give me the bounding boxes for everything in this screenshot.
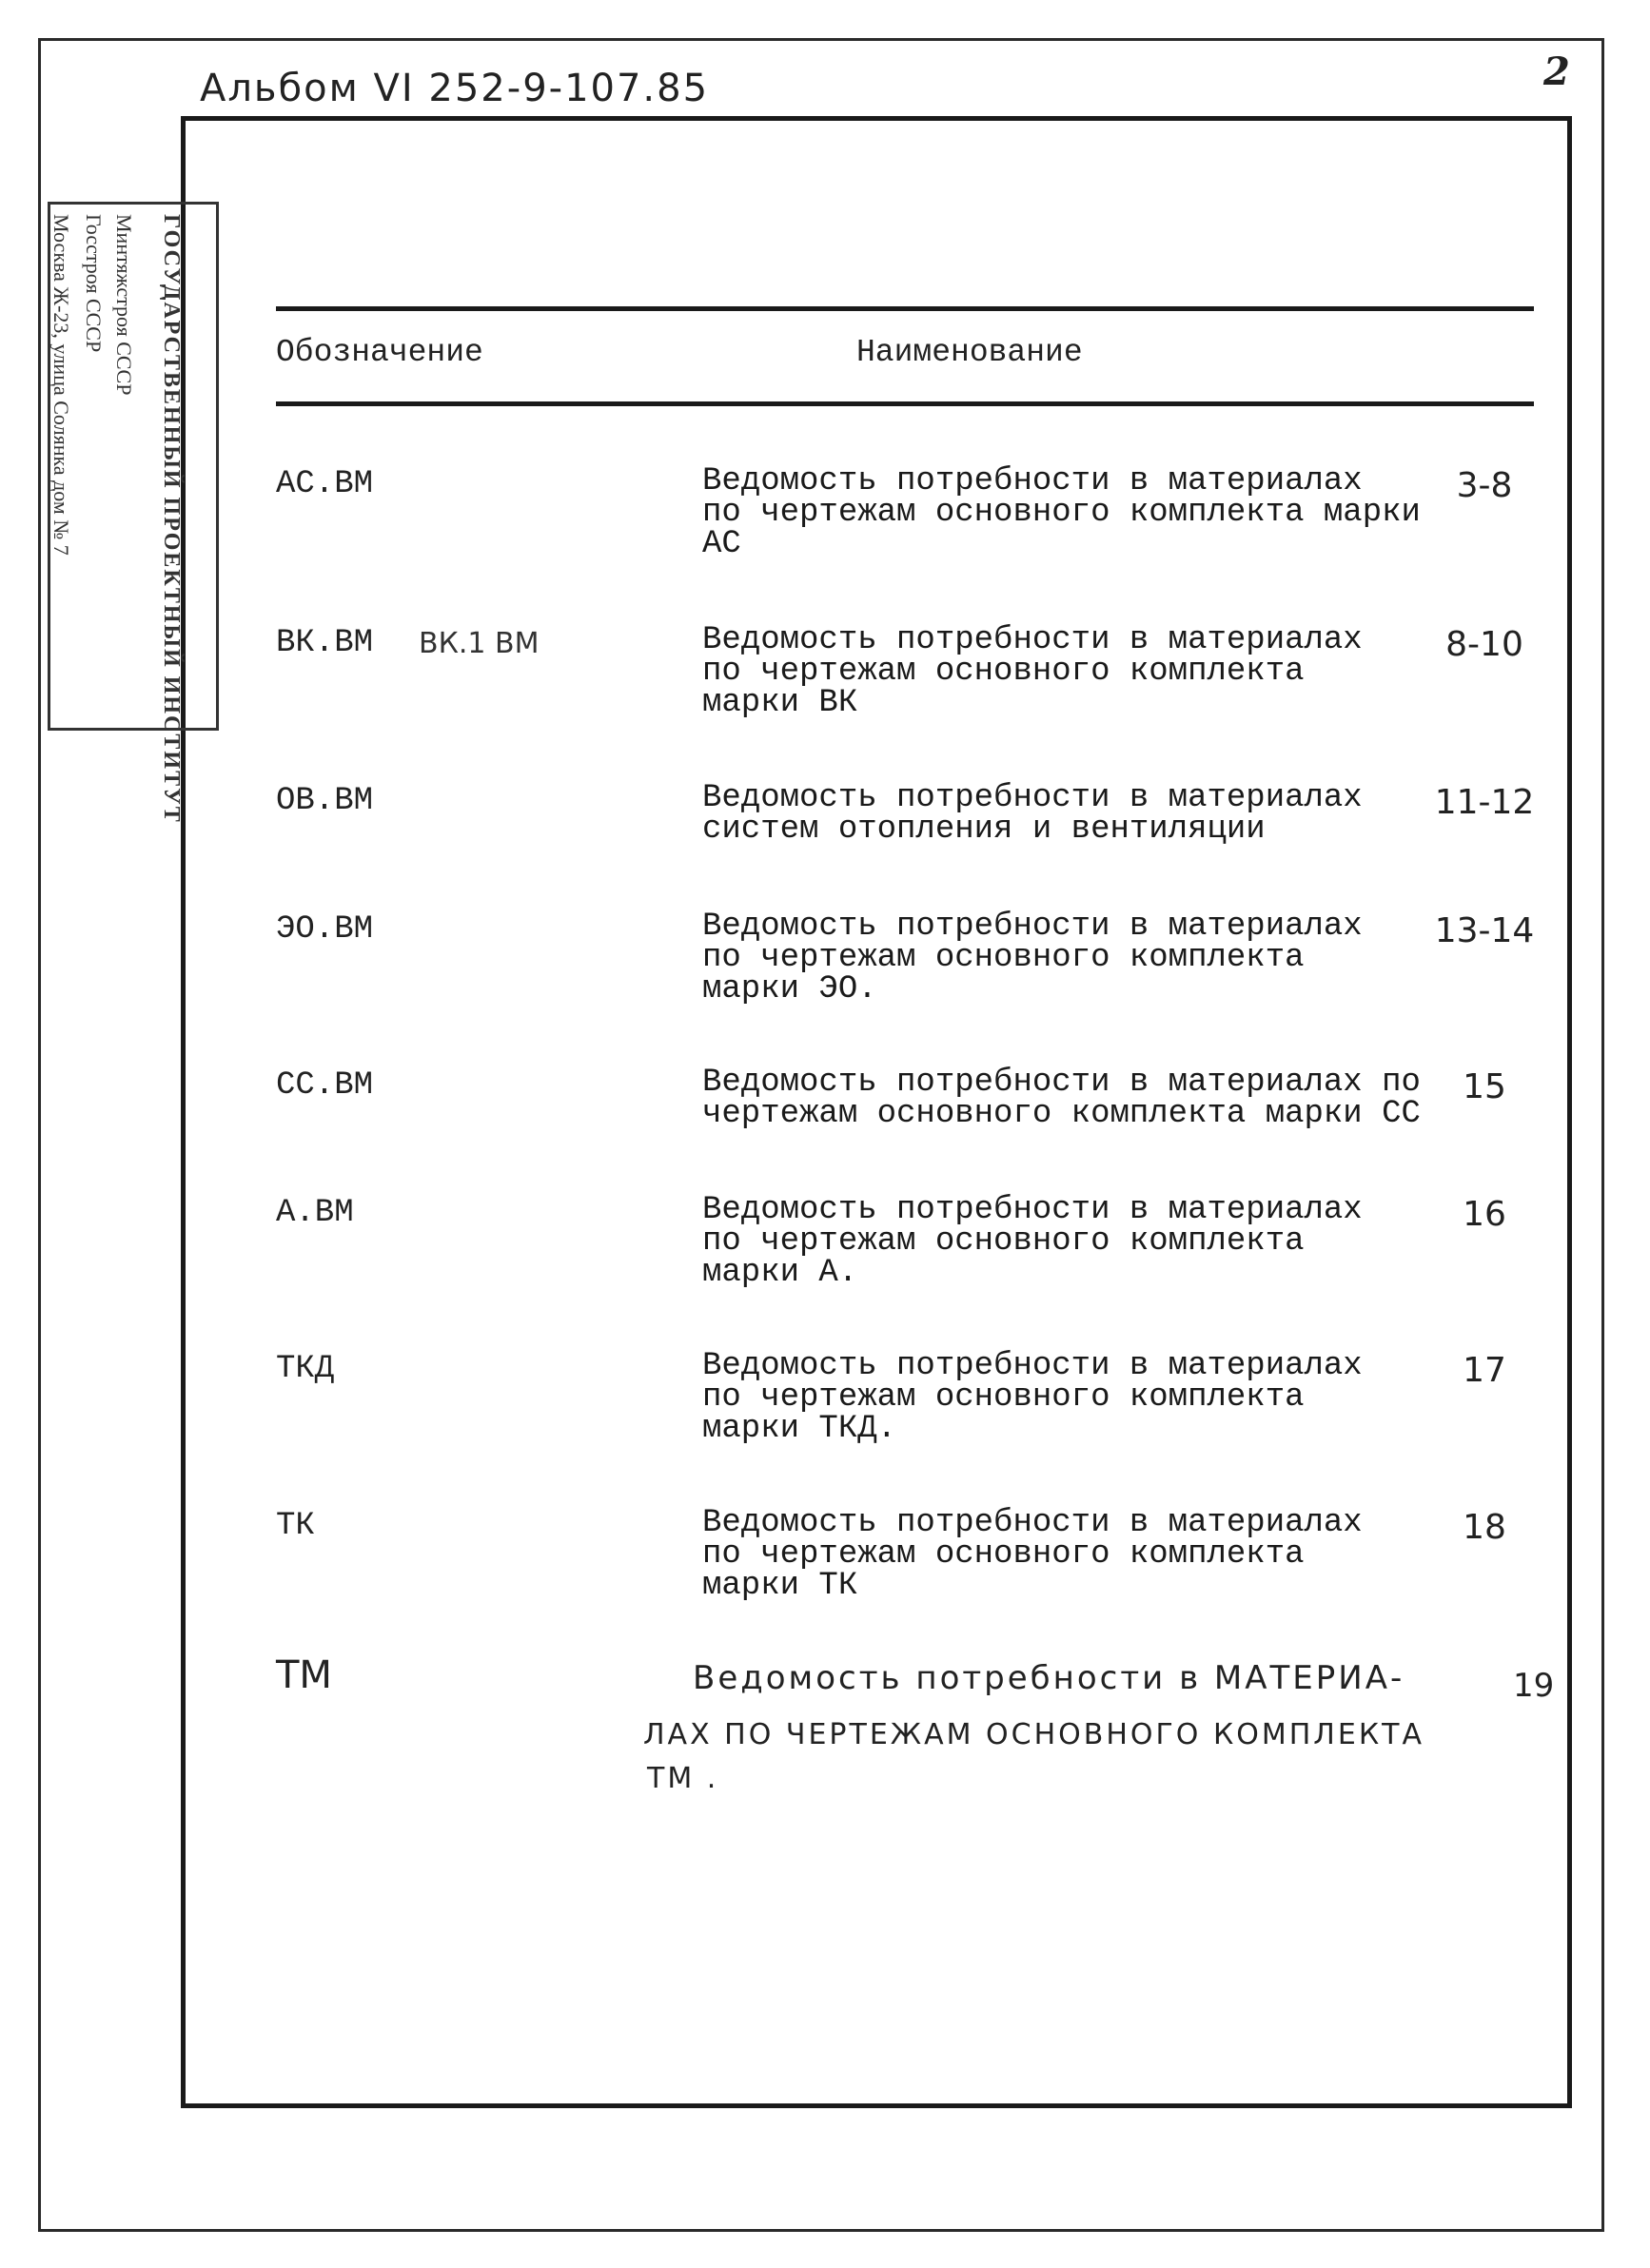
row-name-line: по чертежам основного комплекта [702,940,1305,976]
row-name-line: марки ВК [702,685,858,721]
row-extra-code: ВК.1 ВМ [419,627,540,660]
row-name [702,1505,1444,1604]
row-name-line: Ведомость потребности в материалах [702,463,1363,499]
row-code: ЭО.ВМ [276,911,374,948]
handwritten-name-line: ЛАХ ПО ЧЕРТЕЖАМ ОСНОВНОГО КОМПЛЕКТА [643,1718,1424,1751]
row-code: СС.ВМ [276,1067,374,1104]
row-name-line: марки ТКД. [702,1411,897,1447]
page-number: 2 [1543,49,1570,94]
row-name-line: систем отопления и вентиляции [702,811,1266,848]
row-pages: 13-14 [1434,911,1535,950]
row-name-line: марки ЭО. [702,971,877,1007]
row-name [702,463,1444,562]
row-name-line: Ведомость потребности в материалах [702,780,1363,816]
row-name [702,780,1444,848]
handwritten-name-line: Ведомость потребности в МАТЕРИА- [693,1659,1405,1697]
row-code: ТКД [276,1351,335,1387]
row-code: ОВ.ВМ [276,783,374,819]
table-header-rule [276,401,1534,406]
stamp-text-block [12,205,184,824]
stamp-line: Минтяжстроя СССР [112,214,136,396]
row-name-line: по чертежам основного комплекта [702,1223,1305,1260]
stamp-line: Москва Ж-23, улица Солянка дом № 7 [49,214,73,556]
row-name-line: по чертежам основного комплекта [702,1536,1305,1573]
row-name-line: Ведомость потребности в материалах [702,1192,1363,1228]
row-code: ТК [276,1508,315,1544]
row-name [702,1348,1444,1447]
stamp-line: ГОСУДАРСТВЕННЫЙ ПРОЕКТНЫЙ ИНСТИТУТ [159,214,184,824]
row-pages: 18 [1463,1508,1506,1547]
row-pages: 8-10 [1445,625,1523,664]
row-pages: 17 [1463,1351,1506,1390]
row-code: АС.ВМ [276,466,374,502]
row-pages: 11-12 [1434,783,1535,822]
table-top-rule [276,306,1534,311]
stamp-line: Госстроя СССР [82,214,106,353]
handwritten-name-line: ТМ . [647,1762,719,1795]
row-pages: 15 [1463,1067,1506,1106]
row-name-line: Ведомость потребности в материалах [702,1505,1363,1541]
row-name-line: Ведомость потребности в материалах по [702,1065,1421,1101]
row-name-line: по чертежам основного комплекта [702,654,1305,690]
row-name [702,911,1444,1006]
row-name-line: марки А. [702,1255,858,1291]
row-name [702,622,1444,721]
handwritten-row-code: ТМ [276,1653,332,1697]
album-title: Альбом VI 252-9-107.85 [200,67,710,110]
row-name-line: Ведомость потребности в материалах [702,909,1363,945]
row-name-line: по чертежам основного комплекта марки [702,495,1421,531]
row-name-line: марки ТК [702,1568,858,1604]
row-pages: 3-8 [1456,466,1513,505]
header-name: Наименование [856,335,1083,370]
row-name [702,1192,1444,1291]
row-name-line: чертежам основного комплекта марки СС [702,1096,1421,1132]
row-name-line: АС [702,526,741,562]
handwritten-row-pages: 19 [1513,1667,1555,1705]
row-name-line: Ведомость потребности в материалах [702,1348,1363,1384]
row-code: ВК.ВМ [276,625,374,661]
row-pages: 16 [1463,1195,1506,1234]
institute-stamp [48,202,219,824]
row-name-line: Ведомость потребности в материалах [702,622,1363,658]
row-name-line: по чертежам основного комплекта [702,1379,1305,1416]
row-code: А.ВМ [276,1195,354,1231]
header-designation: Обозначение [276,335,483,370]
row-name [702,1067,1444,1130]
